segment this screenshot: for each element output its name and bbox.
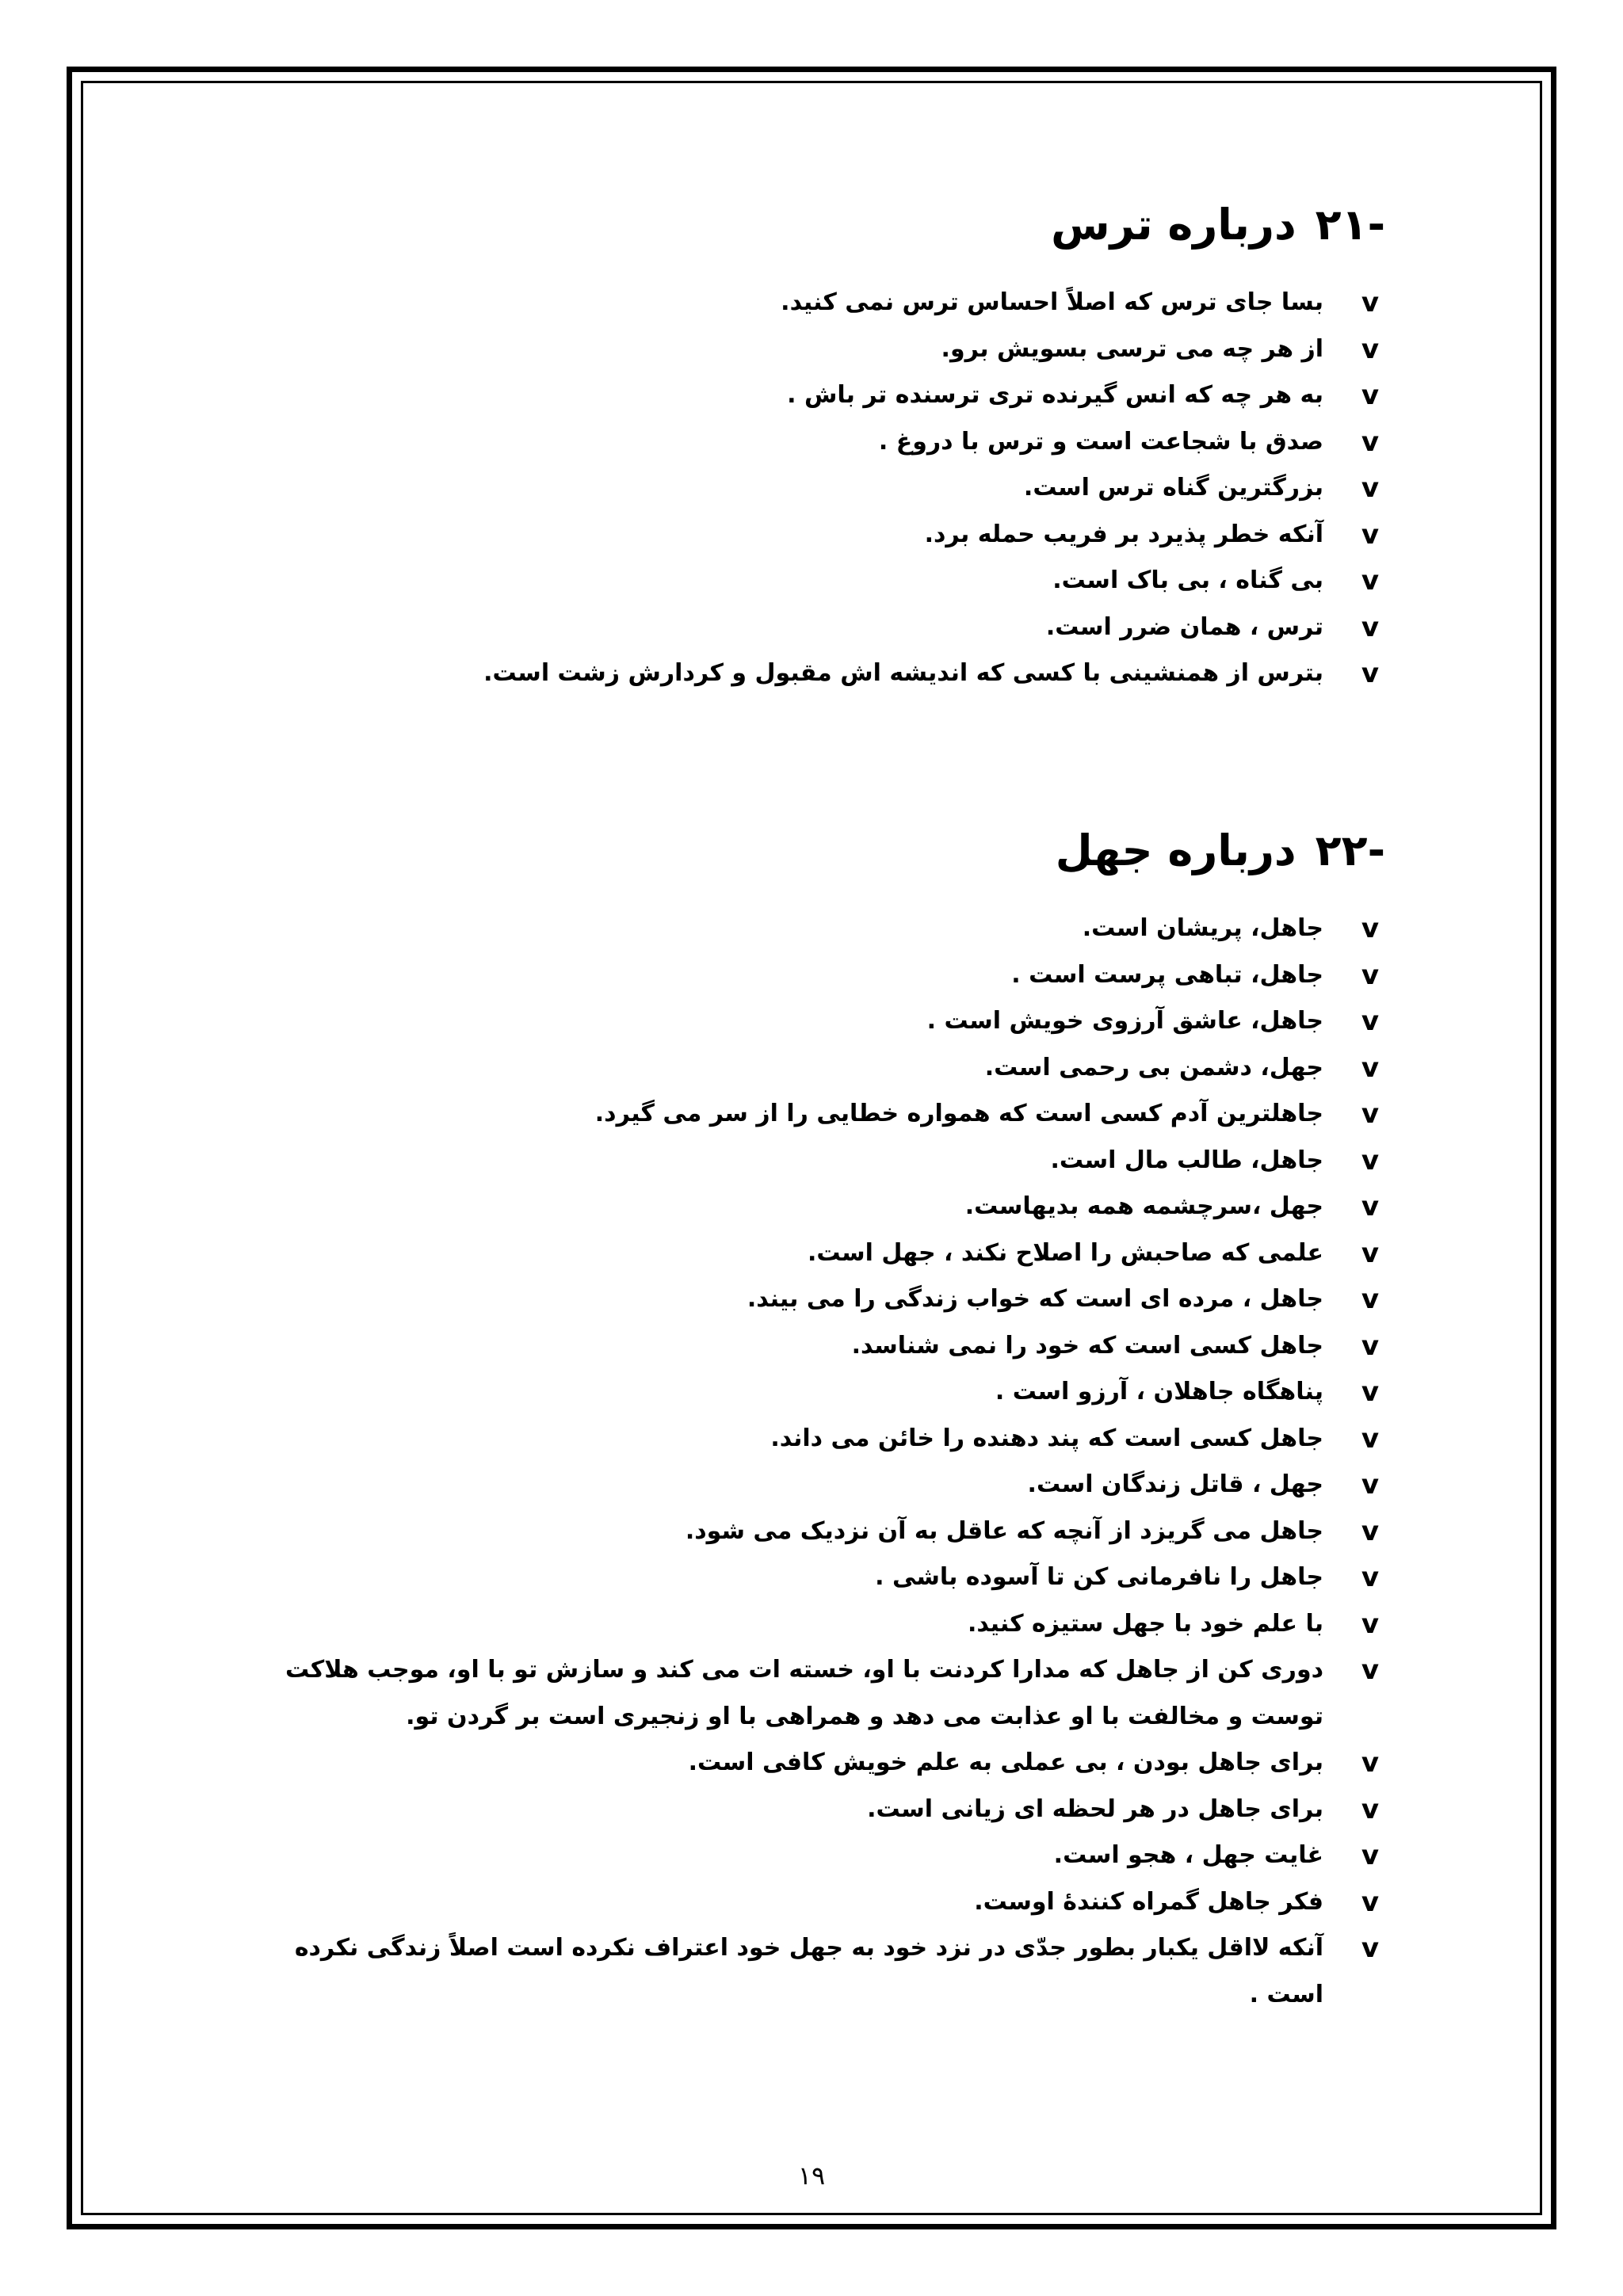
list-item <box>234 1276 1385 1323</box>
check-bullet-icon: v <box>1361 1469 1379 1501</box>
check-bullet-icon: v <box>1361 425 1379 458</box>
check-bullet-icon: v <box>1361 333 1379 365</box>
list-item <box>234 1416 1385 1463</box>
item-text: بزرگترین گناه ترس است. <box>1023 474 1323 502</box>
list-item <box>234 1787 1385 1833</box>
check-bullet-icon: v <box>1361 1886 1379 1918</box>
item-text: برای جاهل بودن ، بی عملی به علم خویش کافی است. <box>688 1749 1323 1776</box>
item-text: به هر چه که انس گیرنده تری ترسنده تر باش . <box>787 381 1323 409</box>
list-item <box>234 558 1385 605</box>
check-bullet-icon: v <box>1361 1237 1379 1269</box>
item-text: جاهل ، مرده ای است که خواب زندگی را می بیند. <box>747 1285 1323 1313</box>
item-text: جاهل کسی است که خود را نمی شناسد. <box>851 1331 1323 1360</box>
list-item <box>234 280 1385 326</box>
item-text: علمی که صاحبش را اصلاح نکند ، جهل است. <box>808 1238 1323 1267</box>
check-bullet-icon: v <box>1361 611 1379 643</box>
item-text: بترس از همنشینی با کسی که اندیشه اش مقبول و کردارش زشت است. <box>483 659 1323 687</box>
check-bullet-icon: v <box>1361 1376 1379 1408</box>
list-item <box>234 326 1385 373</box>
list-item <box>234 1740 1385 1787</box>
list-item <box>234 605 1385 651</box>
section-fear <box>234 193 1385 697</box>
item-text: جاهلترین آدم کسی است که همواره خطایی را از سر می گیرد. <box>594 1100 1323 1127</box>
check-bullet-icon: v <box>1361 1098 1379 1130</box>
section-number: -۲۱ <box>1315 200 1385 250</box>
item-text: جهل، دشمن بی رحمی است. <box>984 1053 1323 1081</box>
section-title <box>234 193 1385 257</box>
item-text: پناهگاه جاهلان ، آرزو است . <box>995 1378 1323 1405</box>
page-number: ۱۹ <box>797 2161 826 2191</box>
list-item <box>234 1879 1385 1926</box>
item-text: دوری کن از جاهل که مدارا کردنت با او، خسته ات می کند و سازش تو با او، موجب هلاکت توست و مخالفت با او عذابت می دهد و همراهی با او زنجیری است بر گردن تو. <box>285 1656 1323 1730</box>
check-bullet-icon: v <box>1361 1005 1379 1037</box>
list-item <box>234 1184 1385 1230</box>
list-item <box>234 998 1385 1045</box>
list-item <box>234 1833 1385 1879</box>
item-text: برای جاهل در هر لحظه ای زیانی است. <box>867 1794 1323 1823</box>
item-text: با علم خود با جهل ستیزه کنید. <box>967 1609 1323 1638</box>
item-text: جاهل، تباهی پرست است . <box>1011 960 1323 989</box>
check-bullet-icon: v <box>1361 1144 1379 1177</box>
item-text: ترس ، همان ضرر است. <box>1045 612 1323 641</box>
item-text: آنکه لااقل یکبار بطور جدّی در نزد خود به جهل خود اعتراف نکرده است اصلاً زندگی نکرده است . <box>294 1934 1323 2008</box>
list-item <box>234 512 1385 559</box>
check-bullet-icon: v <box>1361 1191 1379 1222</box>
item-text: جاهل، عاشق آرزوی خویش است . <box>926 1007 1323 1035</box>
list-item <box>234 1647 1385 1740</box>
item-text: جاهل می گریزد از آنچه که عاقل به آن نزدیک می شود. <box>685 1516 1323 1545</box>
item-text: جاهل، طالب مال است. <box>1050 1146 1323 1174</box>
check-bullet-icon: v <box>1361 379 1379 411</box>
item-text: جهل ،سرچشمه همه بدیهاست. <box>964 1192 1323 1220</box>
list-item <box>234 419 1385 466</box>
list-item <box>234 1323 1385 1370</box>
check-bullet-icon: v <box>1361 472 1379 504</box>
list-item <box>234 1369 1385 1416</box>
check-bullet-icon: v <box>1361 1840 1379 1871</box>
list-item <box>234 465 1385 512</box>
item-text: صدق با شجاعت است و ترس با دروغ . <box>878 427 1323 456</box>
list-item <box>234 1230 1385 1277</box>
check-bullet-icon: v <box>1361 959 1379 991</box>
check-bullet-icon: v <box>1361 1562 1379 1593</box>
check-bullet-icon: v <box>1361 287 1379 318</box>
section-number: -۲۲ <box>1315 826 1385 875</box>
list-item <box>234 1045 1385 1092</box>
section-ignorance <box>234 819 1385 2018</box>
list-item <box>234 1462 1385 1508</box>
list-item <box>234 1508 1385 1555</box>
section-heading: درباره جهل <box>1055 826 1296 875</box>
check-bullet-icon: v <box>1361 1932 1379 1964</box>
list-item <box>234 372 1385 419</box>
item-text: جاهل کسی است که پند دهنده را خائن می داند. <box>770 1424 1323 1452</box>
check-bullet-icon: v <box>1361 1747 1379 1779</box>
list-item <box>234 906 1385 952</box>
list-item <box>234 1601 1385 1648</box>
list-item <box>234 1554 1385 1601</box>
list-item <box>234 650 1385 697</box>
item-text: بسا جای ترس که اصلاً احساس ترس نمی کنید. <box>781 288 1323 316</box>
check-bullet-icon: v <box>1361 1654 1379 1686</box>
check-bullet-icon: v <box>1361 565 1379 597</box>
item-text: جاهل، پریشان است. <box>1082 914 1323 942</box>
item-text: بی گناه ، بی باک است. <box>1052 566 1323 594</box>
item-list <box>234 280 1385 697</box>
item-text: آنکه خطر پذیرد بر فریب حمله برد. <box>924 520 1323 548</box>
item-list <box>234 906 1385 2018</box>
check-bullet-icon: v <box>1361 658 1379 689</box>
list-item <box>234 952 1385 999</box>
check-bullet-icon: v <box>1361 913 1379 944</box>
check-bullet-icon: v <box>1361 1515 1379 1547</box>
section-title <box>234 819 1385 883</box>
list-item <box>234 1091 1385 1138</box>
item-text: جاهل را نافرمانی کن تا آسوده باشی . <box>875 1563 1323 1591</box>
check-bullet-icon: v <box>1361 1608 1379 1640</box>
list-item <box>234 1138 1385 1184</box>
list-item <box>234 1925 1385 2018</box>
item-text: غایت جهل ، هجو است. <box>1053 1841 1323 1869</box>
item-text: فکر جاهل گمراه کنندهٔ اوست. <box>974 1887 1323 1916</box>
check-bullet-icon: v <box>1361 1793 1379 1825</box>
check-bullet-icon: v <box>1361 1051 1379 1084</box>
check-bullet-icon: v <box>1361 1283 1379 1315</box>
check-bullet-icon: v <box>1361 1422 1379 1455</box>
check-bullet-icon: v <box>1361 518 1379 551</box>
item-text: جهل ، قاتل زندگان است. <box>1027 1470 1323 1498</box>
check-bullet-icon: v <box>1361 1329 1379 1362</box>
section-heading: درباره ترس <box>1051 200 1296 250</box>
item-text: از هر چه می ترسی بسویش برو. <box>941 334 1323 363</box>
